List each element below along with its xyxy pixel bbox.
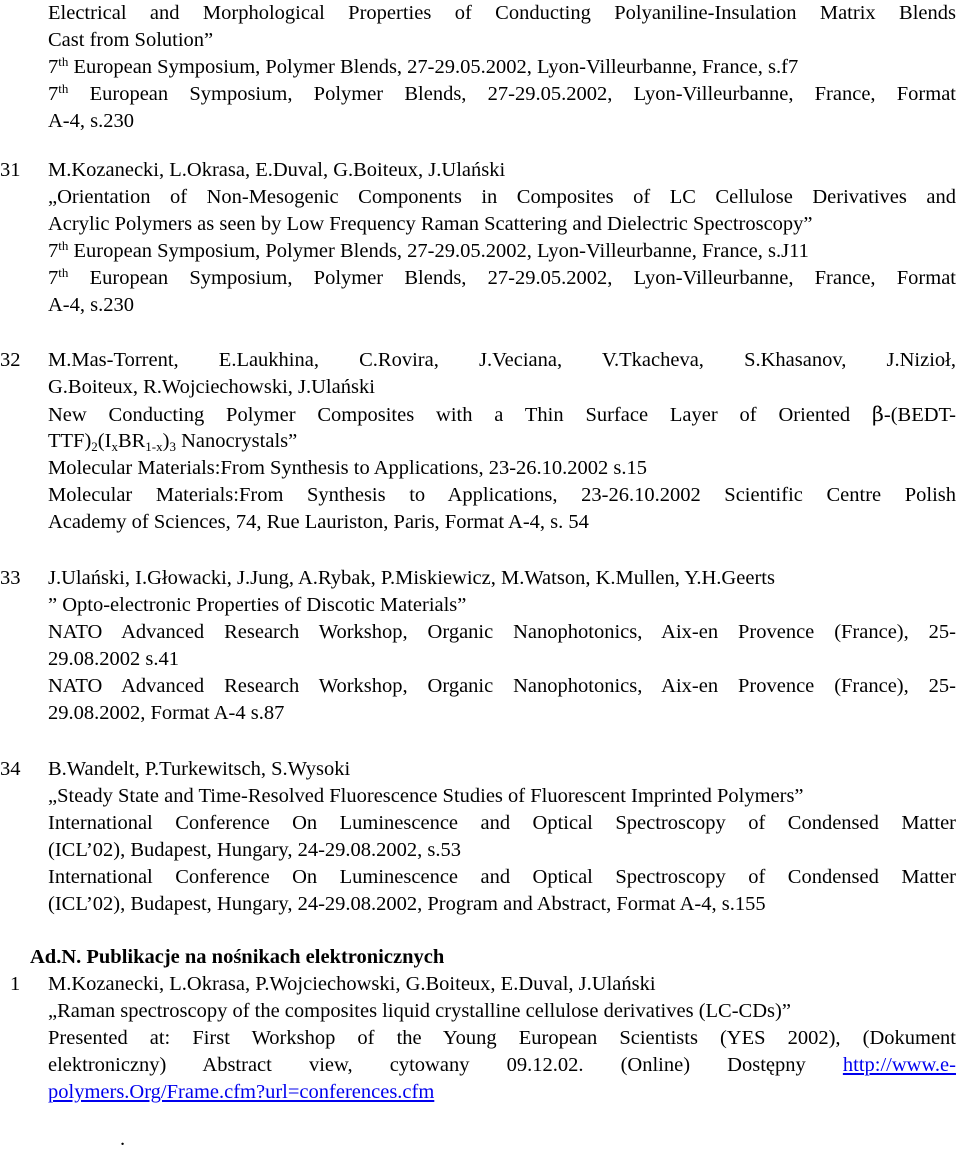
entry-title-line: „Orientation of Non-Mesogenic Components in Composites of LC Cellulose Derivatives and [48, 186, 956, 208]
presentation-line [48, 1079, 956, 1106]
entry-number: 32 [0, 349, 21, 371]
entry-title-line: „Raman spectroscopy of the composites liquid crystalline cellulose derivatives (LC-CDs)” [48, 1000, 791, 1022]
conference-line: A-4, s.230 [48, 110, 134, 132]
conference-ordinal: 7 [48, 240, 59, 262]
entry-title-line: „Steady State and Time-Resolved Fluorescence Studies of Fluorescent Imprinted Polymers” [48, 785, 804, 807]
conference-line: International Conference On Luminescence and Optical Spectroscopy of Condensed Matter [48, 866, 956, 888]
ordinal-suffix: th [58, 54, 69, 69]
title-text: (I [97, 430, 112, 452]
conference-line: NATO Advanced Research Workshop, Organic Nanophotonics, Aix-en Provence (France), 25- [48, 621, 956, 643]
title-text: TTF) [48, 430, 92, 452]
entry-title-line: Cast from Solution” [48, 29, 214, 51]
footer-dot: . [120, 1128, 126, 1150]
conference-text: European Symposium, Polymer Blends, 27-29.05.2002, Lyon-Villeurbanne, France, s.J11 [68, 240, 809, 262]
presentation-line [48, 1052, 956, 1079]
conference-ordinal: 7 [48, 83, 59, 105]
conference-line: Molecular Materials:From Synthesis to Applications, 23-26.10.2002 Scientific Centre Polish [48, 484, 956, 506]
conference-line: (ICL’02), Budapest, Hungary, 24-29.08.2002, s.53 [48, 839, 461, 861]
entry-title-line: ” Opto-electronic Properties of Discotic Materials” [48, 594, 467, 616]
title-text: Nanocrystals” [175, 430, 298, 452]
beta-symbol: β [872, 402, 884, 426]
conference-ordinal: 7 [48, 56, 59, 78]
presentation-line: Presented at: First Workshop of the Young European Scientists (YES 2002), (Dokument [48, 1027, 956, 1049]
presentation-text: elektroniczny) Abstract view, cytowany 09.12.02. (Online) Dostępny [48, 1054, 843, 1076]
conference-text: European Symposium, Polymer Blends, 27-29.05.2002, Lyon-Villeurbanne, France, Format [68, 83, 956, 105]
entry-authors: M.Mas-Torrent, E.Laukhina, C.Rovira, J.Veciana, V.Tkacheva, S.Khasanov, J.Nizioł, [48, 349, 956, 371]
conference-line: (ICL’02), Budapest, Hungary, 24-29.08.2002, Program and Abstract, Format A-4, s.155 [48, 893, 766, 915]
conference-line: 29.08.2002 s.41 [48, 648, 179, 670]
entry-number: 1 [10, 973, 21, 995]
conference-text: European Symposium, Polymer Blends, 27-29.05.2002, Lyon-Villeurbanne, France, s.f7 [68, 56, 799, 78]
conference-line [48, 265, 956, 292]
entry-title-line [48, 428, 956, 455]
entry-title-line [48, 401, 956, 428]
entry-authors: G.Boiteux, R.Wojciechowski, J.Ulański [48, 376, 375, 398]
entry-authors: M.Kozanecki, L.Okrasa, P.Wojciechowski, G.Boiteux, E.Duval, J.Ulański [48, 973, 656, 995]
subscript: x [111, 439, 118, 454]
subscript: 3 [169, 439, 176, 454]
conference-line: A-4, s.230 [48, 294, 134, 316]
entry-number: 33 [0, 567, 21, 589]
conference-line [48, 238, 956, 265]
title-text: BR [117, 430, 146, 452]
online-link-continuation[interactable]: polymers.Org/Frame.cfm?url=conferences.cfm [48, 1081, 435, 1103]
entry-authors: B.Wandelt, P.Turkewitsch, S.Wysoki [48, 758, 351, 780]
title-text: -(BEDT- [883, 404, 956, 426]
conference-text: European Symposium, Polymer Blends, 27-29.05.2002, Lyon-Villeurbanne, France, Format [68, 267, 956, 289]
entry-title-line: Electrical and Morphological Properties of Conducting Polyaniline-Insulation Matrix Blends [48, 2, 956, 24]
entry-authors: J.Ulański, I.Głowacki, J.Jung, A.Rybak, P.Miskiewicz, M.Watson, K.Mullen, Y.H.Geerts [48, 567, 775, 589]
ordinal-suffix: th [58, 265, 69, 280]
section-heading: Ad.N. Publikacje na nośnikach elektronicznych [30, 946, 445, 968]
online-link[interactable]: http://www.e- [842, 1054, 956, 1076]
conference-ordinal: 7 [48, 267, 59, 289]
title-text: New Conducting Polymer Composites with a Thin Surface Layer of Oriented [48, 404, 873, 426]
conference-line: NATO Advanced Research Workshop, Organic Nanophotonics, Aix-en Provence (France), 25- [48, 675, 956, 697]
entry-title-line: Acrylic Polymers as seen by Low Frequency Raman Scattering and Dielectric Spectroscopy” [48, 213, 813, 235]
entry-number: 34 [0, 758, 21, 780]
entry-authors: M.Kozanecki, L.Okrasa, E.Duval, G.Boiteux, J.Ulański [48, 159, 506, 181]
conference-line [48, 81, 956, 108]
subscript: 2 [91, 439, 98, 454]
conference-line: Academy of Sciences, 74, Rue Lauriston, Paris, Format A-4, s. 54 [48, 511, 589, 533]
ordinal-suffix: th [58, 238, 69, 253]
conference-line: Molecular Materials:From Synthesis to Applications, 23-26.10.2002 s.15 [48, 457, 648, 479]
conference-line: 29.08.2002, Format A-4 s.87 [48, 702, 285, 724]
entry-number: 31 [0, 159, 21, 181]
ordinal-suffix: th [58, 81, 69, 96]
conference-line [48, 54, 956, 81]
conference-line: International Conference On Luminescence and Optical Spectroscopy of Condensed Matter [48, 812, 956, 834]
title-text: ) [162, 430, 170, 452]
subscript: 1-x [145, 439, 163, 454]
